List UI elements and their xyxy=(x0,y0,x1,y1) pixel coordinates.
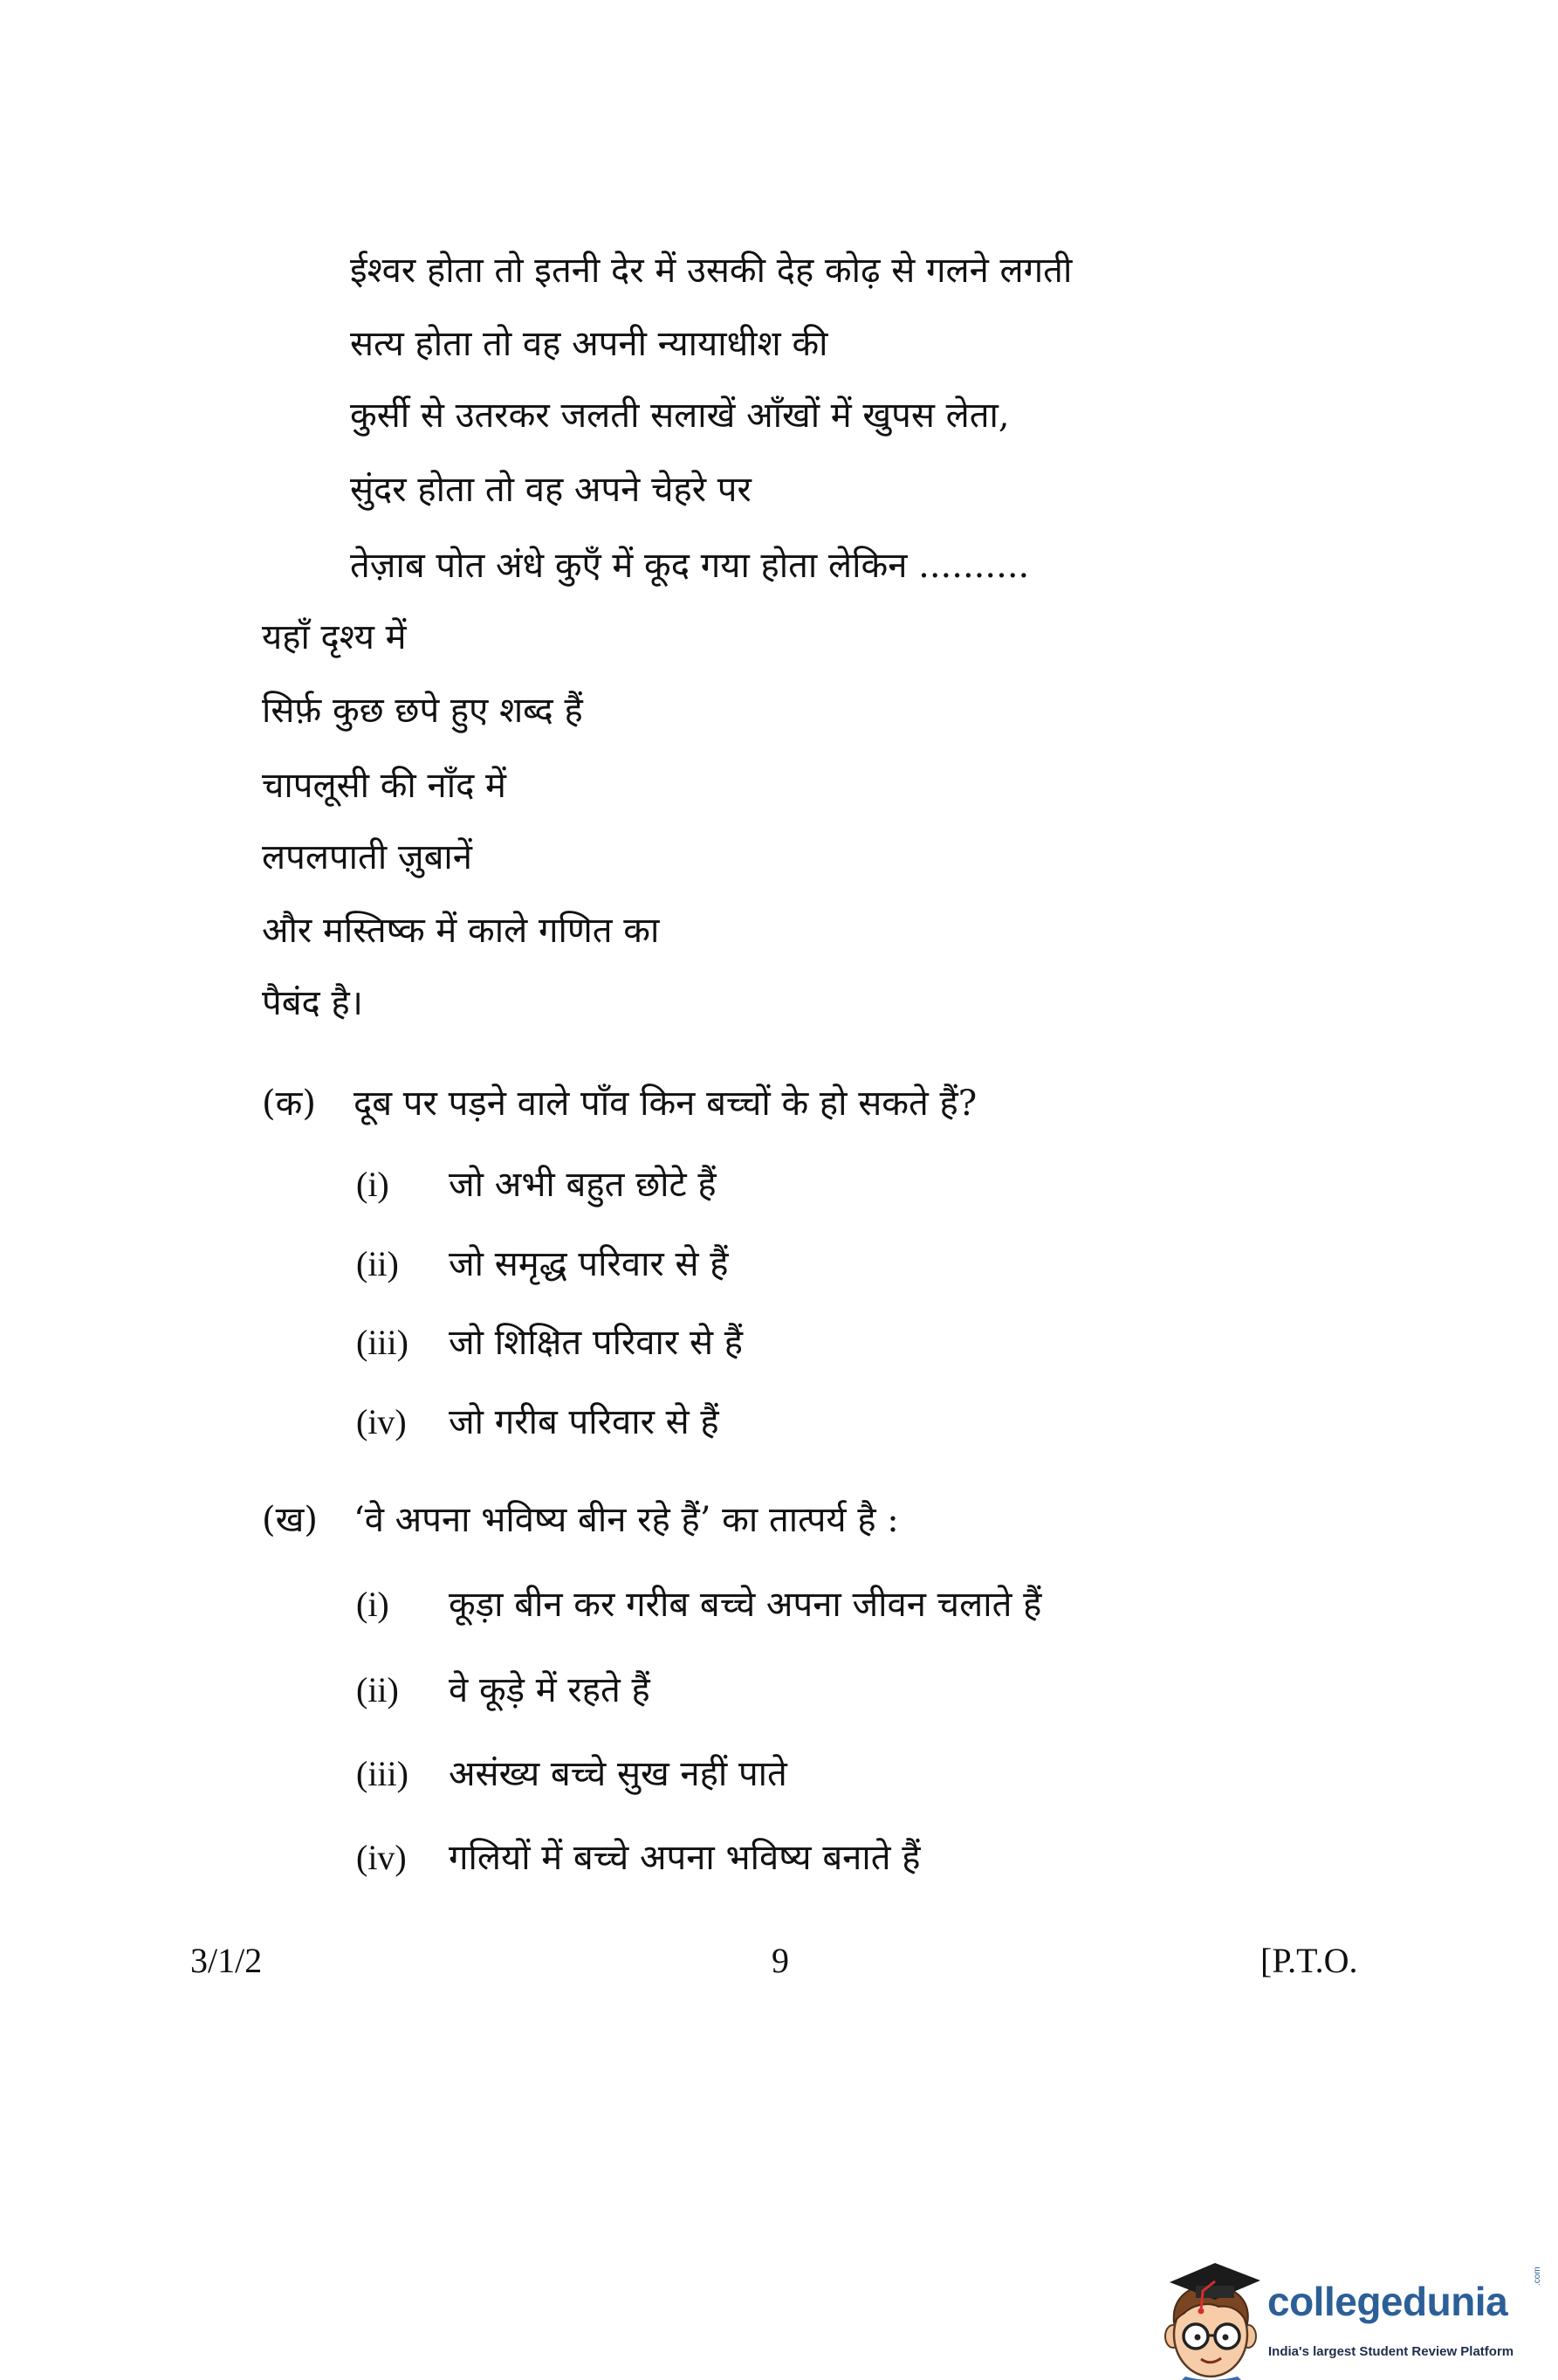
question-label: (क) xyxy=(262,1083,316,1124)
option-label: (iv) xyxy=(356,1838,407,1877)
page-number: 9 xyxy=(772,1941,789,1980)
brand-name: collegedunia xyxy=(1267,2279,1508,2324)
poem-line: चापलूसी की नाँद में xyxy=(262,766,506,806)
option-label: (iii) xyxy=(356,1323,408,1362)
pto-marker: [P.T.O. xyxy=(1260,1941,1358,1980)
paper-code: 3/1/2 xyxy=(190,1941,263,1980)
question-text: दूब पर पड़ने वाले पाँव किन बच्चों के हो सकते हैं? xyxy=(353,1083,978,1124)
option-label: (iii) xyxy=(356,1754,408,1793)
option-text: कूड़ा बीन कर गरीब बच्चे अपना जीवन चलाते हैं xyxy=(449,1585,1042,1625)
option-text: जो अभी बहुत छोटे हैं xyxy=(449,1165,717,1205)
option-label: (ii) xyxy=(356,1244,399,1283)
option-label: (i) xyxy=(356,1165,389,1204)
poem-line: सत्य होता तो वह अपनी न्यायाधीश की xyxy=(350,324,828,364)
option-text: वे कूड़े में रहते हैं xyxy=(449,1670,650,1710)
poem-line: सुंदर होता तो वह अपने चेहरे पर xyxy=(350,470,752,510)
option-text: जो समृद्ध परिवार से हैं xyxy=(449,1244,729,1284)
poem-line: कुर्सी से उतरकर जलती सलाखें आँखों में खुपस लेता, xyxy=(350,396,1010,436)
poem-line: लपलपाती ज़ुबानें xyxy=(262,837,472,877)
poem-line: सिर्फ़ कुछ छपे हुए शब्द हैं xyxy=(262,691,583,731)
option-label: (iv) xyxy=(356,1402,407,1441)
mascot-face-icon xyxy=(1157,2253,1264,2380)
poem-line: और मस्तिष्क में काले गणित का xyxy=(262,911,660,951)
brand-tagline: India's largest Student Review Platform xyxy=(1268,2344,1514,2359)
option-text: जो गरीब परिवार से हैं xyxy=(449,1402,719,1442)
question-text: ‘वे अपना भविष्य बीन रहे हैं’ का तात्पर्य है : xyxy=(353,1500,899,1540)
poem-line: तेज़ाब पोत अंधे कुएँ में कूद गया होता लेकिन .......... xyxy=(350,546,1030,586)
option-label: (ii) xyxy=(356,1670,399,1709)
brand-domain-suffix: .com xyxy=(1533,2267,1542,2286)
poem-line: पैबंद है। xyxy=(262,983,363,1023)
poem-line: ईश्वर होता तो इतनी देर में उसकी देह कोढ़ से गलने लगती xyxy=(350,251,1073,291)
option-text: जो शिक्षित परिवार से हैं xyxy=(449,1323,743,1363)
option-text: असंख्य बच्चे सुख नहीं पाते xyxy=(449,1754,787,1794)
option-text: गलियों में बच्चे अपना भविष्य बनाते हैं xyxy=(449,1838,921,1878)
option-label: (i) xyxy=(356,1585,389,1624)
poem-line: यहाँ दृश्य में xyxy=(262,617,407,657)
question-label: (ख) xyxy=(262,1500,318,1540)
